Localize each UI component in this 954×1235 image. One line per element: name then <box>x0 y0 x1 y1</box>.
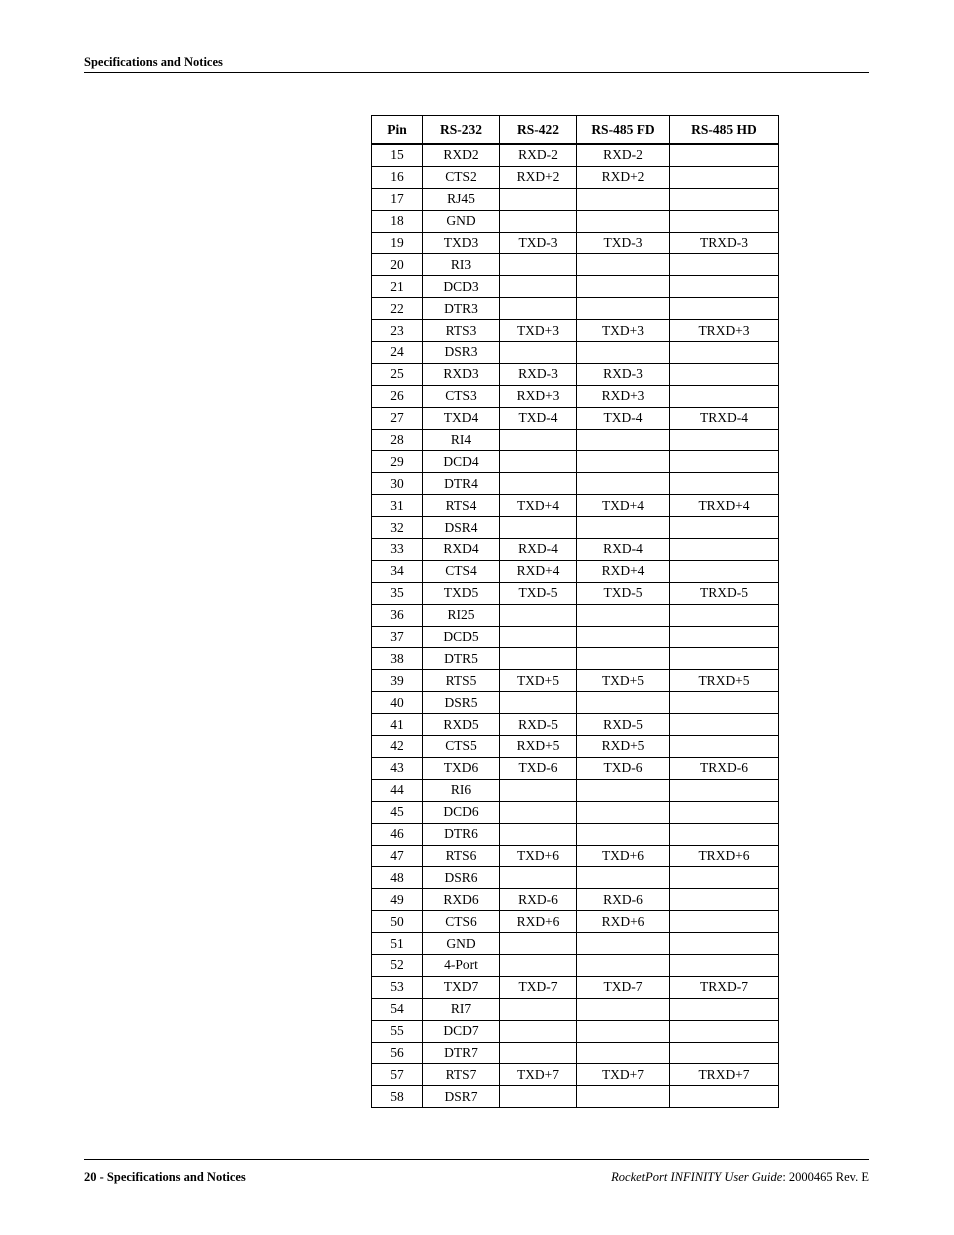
cell-rs422: TXD+7 <box>500 1064 577 1086</box>
cell-rs485fd: RXD+6 <box>577 911 670 933</box>
cell-rs485fd: TXD-6 <box>577 757 670 779</box>
table-row <box>372 144 779 166</box>
cell-rs232: DCD5 <box>423 626 500 648</box>
cell-pin: 48 <box>372 867 423 889</box>
cell-rs485hd: TRXD-7 <box>670 976 779 998</box>
cell-rs485hd: TRXD+3 <box>670 320 779 342</box>
pinout-table <box>371 115 779 1108</box>
table-row <box>372 385 779 407</box>
table-row <box>372 342 779 364</box>
cell-rs485fd <box>577 451 670 473</box>
cell-rs485fd: RXD-6 <box>577 889 670 911</box>
cell-pin: 27 <box>372 407 423 429</box>
table-row <box>372 210 779 232</box>
cell-rs485fd: TXD+6 <box>577 845 670 867</box>
cell-pin: 42 <box>372 736 423 758</box>
cell-rs422 <box>500 1086 577 1108</box>
cell-rs485hd <box>670 517 779 539</box>
column-header-rs485fd: RS-485 FD <box>577 116 670 145</box>
table-row <box>372 429 779 451</box>
cell-rs232: RTS6 <box>423 845 500 867</box>
cell-rs422 <box>500 1042 577 1064</box>
page-footer <box>84 1159 869 1184</box>
cell-rs485fd: TXD+5 <box>577 670 670 692</box>
cell-rs485hd <box>670 648 779 670</box>
cell-rs232: RTS4 <box>423 495 500 517</box>
cell-rs232: DSR3 <box>423 342 500 364</box>
cell-rs422 <box>500 867 577 889</box>
cell-rs485hd: TRXD+4 <box>670 495 779 517</box>
cell-rs485hd <box>670 889 779 911</box>
cell-rs485fd: RXD-5 <box>577 714 670 736</box>
column-header-rs485hd: RS-485 HD <box>670 116 779 145</box>
cell-rs485fd <box>577 604 670 626</box>
cell-rs232: TXD3 <box>423 232 500 254</box>
cell-pin: 58 <box>372 1086 423 1108</box>
cell-rs422: TXD-4 <box>500 407 577 429</box>
cell-rs232: RXD5 <box>423 714 500 736</box>
cell-rs485fd: RXD+5 <box>577 736 670 758</box>
footer-guide-title: RocketPort INFINITY User Guide <box>611 1170 783 1184</box>
footer-doc-info <box>611 1170 869 1185</box>
cell-rs232: DTR7 <box>423 1042 500 1064</box>
table-row <box>372 867 779 889</box>
cell-rs232: DTR3 <box>423 298 500 320</box>
cell-rs232: RTS7 <box>423 1064 500 1086</box>
table-row <box>372 976 779 998</box>
cell-pin: 36 <box>372 604 423 626</box>
cell-pin: 31 <box>372 495 423 517</box>
cell-rs232: RI6 <box>423 779 500 801</box>
cell-rs422: TXD-7 <box>500 976 577 998</box>
cell-rs422: RXD+4 <box>500 560 577 582</box>
cell-rs485fd: TXD-5 <box>577 582 670 604</box>
cell-rs485hd <box>670 779 779 801</box>
table-row <box>372 757 779 779</box>
cell-rs422: TXD+6 <box>500 845 577 867</box>
cell-rs232: CTS2 <box>423 166 500 188</box>
cell-pin: 52 <box>372 954 423 976</box>
cell-rs485fd <box>577 626 670 648</box>
table-row <box>372 648 779 670</box>
cell-rs232: CTS3 <box>423 385 500 407</box>
cell-pin: 24 <box>372 342 423 364</box>
cell-rs485hd <box>670 692 779 714</box>
table-row <box>372 1064 779 1086</box>
cell-pin: 21 <box>372 276 423 298</box>
cell-pin: 32 <box>372 517 423 539</box>
cell-rs485fd <box>577 801 670 823</box>
cell-rs232: RTS5 <box>423 670 500 692</box>
cell-rs422 <box>500 429 577 451</box>
table-row <box>372 451 779 473</box>
cell-rs485hd <box>670 429 779 451</box>
cell-rs232: RXD6 <box>423 889 500 911</box>
table-row <box>372 889 779 911</box>
cell-pin: 47 <box>372 845 423 867</box>
cell-pin: 26 <box>372 385 423 407</box>
cell-rs232: DCD6 <box>423 801 500 823</box>
cell-rs422: RXD+6 <box>500 911 577 933</box>
cell-pin: 23 <box>372 320 423 342</box>
cell-rs485hd <box>670 451 779 473</box>
cell-rs232: TXD6 <box>423 757 500 779</box>
cell-pin: 16 <box>372 166 423 188</box>
cell-rs232: DSR6 <box>423 867 500 889</box>
cell-rs232: CTS6 <box>423 911 500 933</box>
cell-rs485hd <box>670 539 779 561</box>
cell-rs485fd <box>577 779 670 801</box>
cell-pin: 29 <box>372 451 423 473</box>
table-row <box>372 166 779 188</box>
table-row <box>372 823 779 845</box>
cell-pin: 38 <box>372 648 423 670</box>
cell-rs232: CTS4 <box>423 560 500 582</box>
cell-rs232: DTR4 <box>423 473 500 495</box>
cell-rs232: GND <box>423 210 500 232</box>
cell-rs485fd <box>577 188 670 210</box>
cell-pin: 30 <box>372 473 423 495</box>
cell-rs485hd: TRXD+6 <box>670 845 779 867</box>
cell-rs422: RXD+5 <box>500 736 577 758</box>
cell-rs485fd <box>577 473 670 495</box>
cell-rs422 <box>500 954 577 976</box>
cell-rs485hd: TRXD+7 <box>670 1064 779 1086</box>
table-row <box>372 933 779 955</box>
cell-rs422 <box>500 648 577 670</box>
cell-pin: 56 <box>372 1042 423 1064</box>
cell-rs232: RXD2 <box>423 144 500 166</box>
cell-rs485fd <box>577 1086 670 1108</box>
cell-rs232: DTR5 <box>423 648 500 670</box>
cell-rs422: TXD-3 <box>500 232 577 254</box>
cell-pin: 54 <box>372 998 423 1020</box>
table-row <box>372 188 779 210</box>
cell-rs485hd <box>670 342 779 364</box>
cell-pin: 34 <box>372 560 423 582</box>
table-row <box>372 495 779 517</box>
cell-pin: 33 <box>372 539 423 561</box>
cell-rs232: RI3 <box>423 254 500 276</box>
cell-rs485fd <box>577 276 670 298</box>
cell-rs485fd <box>577 954 670 976</box>
cell-rs232: 4-Port <box>423 954 500 976</box>
cell-rs422: TXD+5 <box>500 670 577 692</box>
table-row <box>372 845 779 867</box>
cell-rs485fd <box>577 429 670 451</box>
cell-rs485hd <box>670 276 779 298</box>
cell-pin: 44 <box>372 779 423 801</box>
cell-pin: 20 <box>372 254 423 276</box>
cell-rs485hd <box>670 736 779 758</box>
cell-rs485hd <box>670 1086 779 1108</box>
cell-rs485fd: TXD+7 <box>577 1064 670 1086</box>
cell-rs422 <box>500 604 577 626</box>
cell-rs485fd: TXD-3 <box>577 232 670 254</box>
cell-rs485fd: RXD-2 <box>577 144 670 166</box>
cell-rs422 <box>500 342 577 364</box>
cell-rs422 <box>500 298 577 320</box>
cell-rs232: DSR4 <box>423 517 500 539</box>
cell-rs485fd <box>577 998 670 1020</box>
cell-pin: 28 <box>372 429 423 451</box>
cell-rs485fd <box>577 342 670 364</box>
footer-doc-number: : 2000465 Rev. E <box>782 1170 869 1184</box>
cell-rs485fd: RXD+2 <box>577 166 670 188</box>
cell-rs485hd <box>670 714 779 736</box>
table-row <box>372 473 779 495</box>
cell-rs232: DCD7 <box>423 1020 500 1042</box>
cell-pin: 43 <box>372 757 423 779</box>
cell-rs232: RXD4 <box>423 539 500 561</box>
table-header-row <box>372 116 779 145</box>
cell-rs422 <box>500 626 577 648</box>
cell-pin: 19 <box>372 232 423 254</box>
cell-rs232: RTS3 <box>423 320 500 342</box>
cell-rs422: RXD-3 <box>500 363 577 385</box>
cell-rs485hd <box>670 604 779 626</box>
cell-pin: 41 <box>372 714 423 736</box>
cell-rs485hd <box>670 385 779 407</box>
column-header-rs232: RS-232 <box>423 116 500 145</box>
cell-rs485hd: TRXD+5 <box>670 670 779 692</box>
cell-rs485fd <box>577 254 670 276</box>
cell-rs485hd <box>670 188 779 210</box>
cell-pin: 37 <box>372 626 423 648</box>
cell-rs485fd <box>577 933 670 955</box>
cell-rs232: RI25 <box>423 604 500 626</box>
table-row <box>372 276 779 298</box>
cell-pin: 46 <box>372 823 423 845</box>
cell-rs422: RXD-2 <box>500 144 577 166</box>
cell-rs422 <box>500 801 577 823</box>
cell-pin: 50 <box>372 911 423 933</box>
table-row <box>372 692 779 714</box>
cell-rs485fd <box>577 867 670 889</box>
cell-rs232: TXD5 <box>423 582 500 604</box>
cell-pin: 15 <box>372 144 423 166</box>
cell-rs232: RJ45 <box>423 188 500 210</box>
cell-rs485fd <box>577 648 670 670</box>
cell-rs485hd: TRXD-6 <box>670 757 779 779</box>
cell-pin: 18 <box>372 210 423 232</box>
cell-rs422 <box>500 692 577 714</box>
cell-rs485fd: TXD-7 <box>577 976 670 998</box>
cell-pin: 57 <box>372 1064 423 1086</box>
table-row <box>372 911 779 933</box>
cell-rs422 <box>500 451 577 473</box>
cell-rs422 <box>500 276 577 298</box>
cell-rs422 <box>500 188 577 210</box>
cell-rs422 <box>500 210 577 232</box>
table-row <box>372 714 779 736</box>
cell-rs485hd <box>670 144 779 166</box>
cell-rs422: RXD-5 <box>500 714 577 736</box>
cell-rs422: TXD-5 <box>500 582 577 604</box>
cell-rs422 <box>500 1020 577 1042</box>
cell-rs422 <box>500 779 577 801</box>
cell-pin: 40 <box>372 692 423 714</box>
table-row <box>372 320 779 342</box>
cell-rs422: TXD+4 <box>500 495 577 517</box>
cell-pin: 25 <box>372 363 423 385</box>
cell-rs422 <box>500 517 577 539</box>
header-title: Specifications and Notices <box>84 55 223 69</box>
table-row <box>372 560 779 582</box>
footer-page-label: 20 - Specifications and Notices <box>84 1170 246 1184</box>
cell-rs232: RXD3 <box>423 363 500 385</box>
cell-rs485fd <box>577 210 670 232</box>
cell-rs232: CTS5 <box>423 736 500 758</box>
table-row <box>372 954 779 976</box>
cell-rs485fd: RXD-3 <box>577 363 670 385</box>
cell-rs485hd <box>670 560 779 582</box>
cell-rs422 <box>500 998 577 1020</box>
table-row <box>372 1086 779 1108</box>
cell-rs422: TXD-6 <box>500 757 577 779</box>
cell-pin: 17 <box>372 188 423 210</box>
table-body <box>372 144 779 1108</box>
cell-rs485hd <box>670 998 779 1020</box>
table-row <box>372 517 779 539</box>
cell-pin: 55 <box>372 1020 423 1042</box>
cell-rs485fd <box>577 1020 670 1042</box>
cell-rs485hd <box>670 954 779 976</box>
table-row <box>372 539 779 561</box>
cell-rs422: RXD+3 <box>500 385 577 407</box>
cell-rs232: TXD4 <box>423 407 500 429</box>
table-row <box>372 626 779 648</box>
cell-rs232: RI7 <box>423 998 500 1020</box>
cell-rs422 <box>500 823 577 845</box>
cell-rs232: DCD3 <box>423 276 500 298</box>
cell-pin: 49 <box>372 889 423 911</box>
table-row <box>372 363 779 385</box>
cell-rs485hd <box>670 210 779 232</box>
cell-pin: 35 <box>372 582 423 604</box>
cell-pin: 22 <box>372 298 423 320</box>
cell-rs422 <box>500 933 577 955</box>
table-row <box>372 604 779 626</box>
column-header-rs422: RS-422 <box>500 116 577 145</box>
cell-rs232: TXD7 <box>423 976 500 998</box>
cell-rs422: RXD-6 <box>500 889 577 911</box>
cell-rs485hd <box>670 166 779 188</box>
cell-rs485hd <box>670 298 779 320</box>
cell-rs422 <box>500 473 577 495</box>
column-header-pin: Pin <box>372 116 423 145</box>
cell-rs485hd <box>670 933 779 955</box>
cell-rs232: DTR6 <box>423 823 500 845</box>
cell-rs485hd: TRXD-3 <box>670 232 779 254</box>
table-row <box>372 407 779 429</box>
cell-rs422: TXD+3 <box>500 320 577 342</box>
cell-rs485hd <box>670 867 779 889</box>
cell-rs422 <box>500 254 577 276</box>
cell-rs422: RXD-4 <box>500 539 577 561</box>
cell-rs485hd <box>670 626 779 648</box>
cell-rs232: RI4 <box>423 429 500 451</box>
table-row <box>372 670 779 692</box>
table-row <box>372 736 779 758</box>
cell-rs485fd <box>577 517 670 539</box>
cell-pin: 45 <box>372 801 423 823</box>
cell-pin: 39 <box>372 670 423 692</box>
table-row <box>372 801 779 823</box>
cell-rs485fd: RXD+4 <box>577 560 670 582</box>
table-row <box>372 298 779 320</box>
cell-rs232: GND <box>423 933 500 955</box>
cell-rs485fd <box>577 1042 670 1064</box>
table-row <box>372 779 779 801</box>
cell-rs485fd <box>577 298 670 320</box>
cell-rs485fd: TXD+3 <box>577 320 670 342</box>
cell-rs485fd: TXD+4 <box>577 495 670 517</box>
table-row <box>372 1042 779 1064</box>
cell-rs485fd <box>577 823 670 845</box>
cell-rs485fd: RXD-4 <box>577 539 670 561</box>
cell-rs485hd: TRXD-5 <box>670 582 779 604</box>
page-header <box>84 55 869 73</box>
table-row <box>372 1020 779 1042</box>
cell-pin: 53 <box>372 976 423 998</box>
table-row <box>372 232 779 254</box>
table-row <box>372 998 779 1020</box>
cell-rs232: DSR7 <box>423 1086 500 1108</box>
cell-rs485hd <box>670 801 779 823</box>
cell-rs485fd: RXD+3 <box>577 385 670 407</box>
table-row <box>372 582 779 604</box>
cell-rs232: DCD4 <box>423 451 500 473</box>
cell-rs485hd <box>670 823 779 845</box>
cell-rs485hd: TRXD-4 <box>670 407 779 429</box>
cell-rs485fd <box>577 692 670 714</box>
cell-rs232: DSR5 <box>423 692 500 714</box>
cell-rs485hd <box>670 254 779 276</box>
table-row <box>372 254 779 276</box>
cell-rs485hd <box>670 1042 779 1064</box>
cell-pin: 51 <box>372 933 423 955</box>
cell-rs485fd: TXD-4 <box>577 407 670 429</box>
cell-rs485hd <box>670 473 779 495</box>
cell-rs422: RXD+2 <box>500 166 577 188</box>
cell-rs485hd <box>670 1020 779 1042</box>
cell-rs485hd <box>670 911 779 933</box>
cell-rs485hd <box>670 363 779 385</box>
